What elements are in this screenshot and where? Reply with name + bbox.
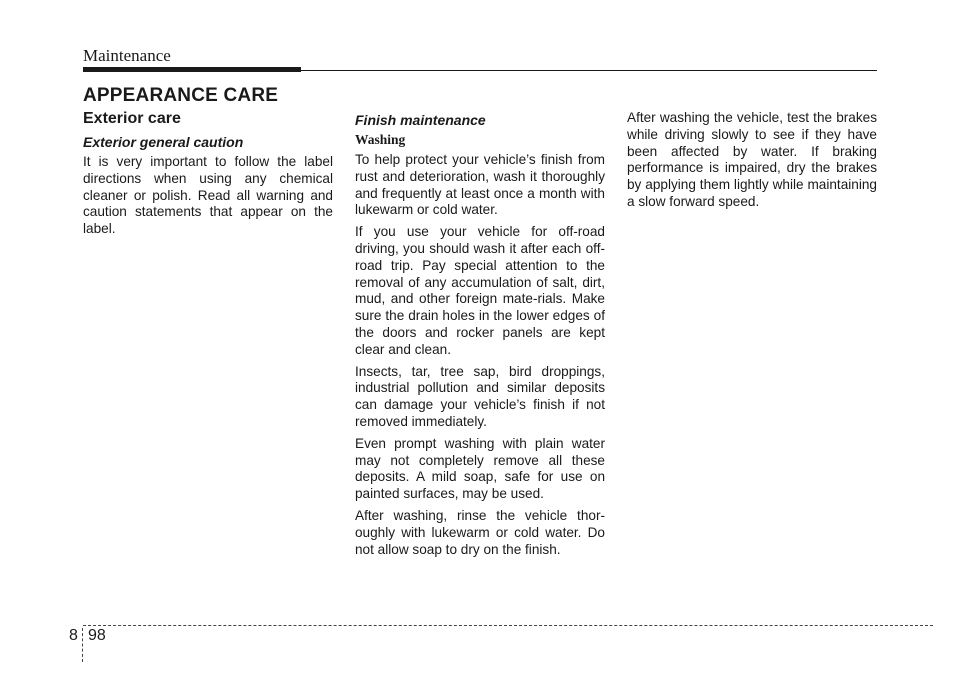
header-rule-thin (301, 70, 877, 71)
washing-paragraph-2: If you use your vehicle for off-road driving, you should wash it after each off-road trip. Pay special attention to the removal of any accumulation of salt, dirt, mud, and other foreign mate-rials. Make sure the drain holes in the lower edges of the doors and rocker panels are kept clear and clean. (355, 224, 605, 357)
chapter-number: 8 (69, 627, 78, 644)
exterior-care-heading: Exterior care (83, 110, 181, 127)
washing-paragraph-3: Insects, tar, tree sap, bird droppings, industrial pollution and similar deposits can damage your vehicle’s finish if not removed immediately. (355, 363, 605, 429)
caution-paragraph: It is very important to follow the label directions when using any chemical cleaner or polish. Read all warning and caution statements that appear on the label. (83, 154, 333, 237)
brake-test-paragraph: After washing the vehicle, test the brakes while driving slowly to see if they have been affected by water. If braking performance is impaired, dry the brakes by applying them lightly while maintaining a slow forward speed. (627, 110, 877, 209)
column-left (83, 110, 333, 243)
header-rule-thick (83, 67, 301, 72)
washing-paragraph-5: After washing, rinse the vehicle thor-oughly with lukewarm or cold water. Do not allow soap to dry on the finish. (355, 507, 605, 557)
running-header: Maintenance (83, 46, 171, 65)
washing-paragraph-4: Even prompt washing with plain water may not completely remove all these deposits. A mild soap, safe for use on painted surfaces, may be used. (355, 435, 605, 502)
washing-label: Washing (355, 132, 406, 147)
finish-maintenance-subheading: Finish maintenance (355, 112, 486, 128)
footer-page-divider (82, 628, 83, 662)
exterior-general-caution-subheading: Exterior general caution (83, 134, 244, 150)
washing-paragraph-1: To help protect your vehicle’s finish from rust and deterioration, wash it thoroughly and frequently at least once a month with lukewarm or cold water. (355, 152, 605, 218)
chapter-title: APPEARANCE CARE (83, 85, 279, 106)
footer-dotted-rule (83, 625, 933, 626)
page-number: 98 (88, 627, 106, 644)
column-middle (355, 110, 605, 563)
column-right (627, 110, 877, 216)
